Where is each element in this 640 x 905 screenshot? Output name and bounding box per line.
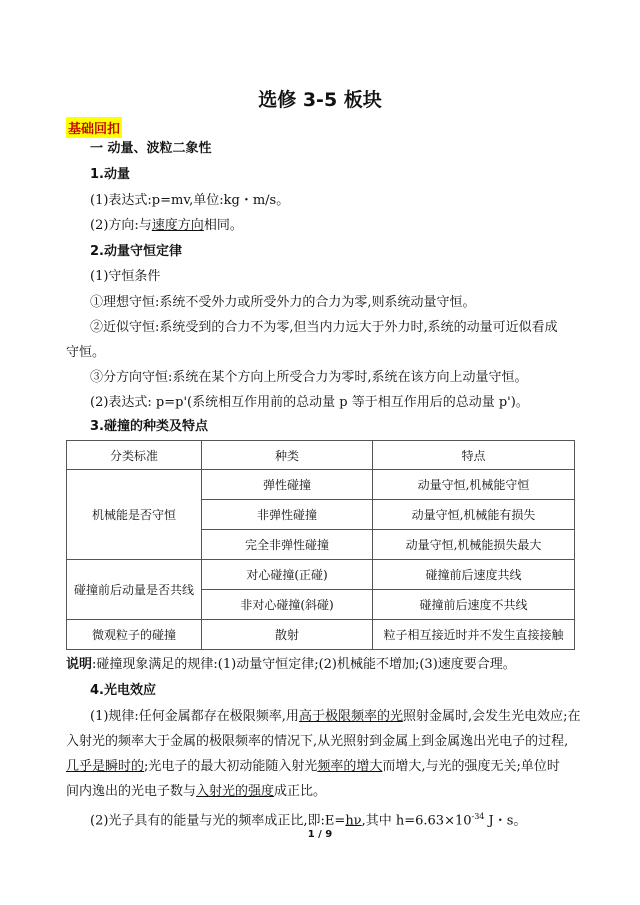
page-number: 1 / 9 xyxy=(307,829,333,840)
underlined-text: 高于极限频率的光 xyxy=(298,709,403,724)
text: (2)方向:与 xyxy=(90,218,152,233)
kind-cell: 非对心碰撞(斜碰) xyxy=(202,590,373,620)
page-title: 选修 3-5 板块 xyxy=(258,89,382,111)
text: 照射金属时,会发生光电效应;在 xyxy=(402,709,581,724)
table-header-row xyxy=(67,441,575,470)
ideal-conservation: ①理想守恒:系统不受外力或所受外力的合力为零,则系统动量守恒。 xyxy=(90,295,476,310)
momentum-direction xyxy=(90,217,243,235)
photon-energy-line xyxy=(90,808,526,830)
text: ;光电子的最大初动能随入射光 xyxy=(144,759,318,774)
feature-cell: 粒子相互接近时并不发生直接接触 xyxy=(373,620,575,650)
conservation-expression: (2)表达式: p=p'(系统相互作用前的总动量 p 等于相互作用后的总动量 p')。 xyxy=(90,395,529,410)
feature-cell: 动量守恒,机械能守恒 xyxy=(373,470,575,500)
collision-table xyxy=(66,440,575,650)
underlined-text: 频率的增大 xyxy=(317,759,383,774)
table-row xyxy=(67,560,575,590)
section-tag: 基础回扣 xyxy=(66,117,122,138)
table-row xyxy=(67,470,575,500)
feature-cell: 动量守恒,机械能有损失 xyxy=(373,500,575,530)
text: 成正比。 xyxy=(274,784,327,799)
heading-conservation: 2.动量守恒定律 xyxy=(90,244,182,259)
table-header: 特点 xyxy=(373,441,575,470)
kind-cell: 散射 xyxy=(202,620,373,650)
kind-cell: 对心碰撞(正碰) xyxy=(202,560,373,590)
momentum-expression: (1)表达式:p=mv,单位:kg・m/s。 xyxy=(90,193,290,208)
underlined-text: 几乎是瞬时的 xyxy=(66,759,145,774)
note-text: :碰撞现象满足的规律:(1)动量守恒定律;(2)机械能不增加;(3)速度要合理。 xyxy=(92,657,516,672)
table-header: 分类标准 xyxy=(67,441,202,470)
table-header: 种类 xyxy=(202,441,373,470)
conservation-condition: (1)守恒条件 xyxy=(90,269,161,284)
approx-conservation-cont: 守恒。 xyxy=(66,345,106,360)
heading-photoelectric: 4.光电效应 xyxy=(90,683,156,698)
criterion-cell: 碰撞前后动量是否共线 xyxy=(67,560,202,620)
text: (1)规律:任何金属都存在极限频率,用 xyxy=(90,709,299,724)
feature-cell: 碰撞前后速度共线 xyxy=(373,560,575,590)
underlined-text: hν xyxy=(345,813,362,829)
text: 而增大,与光的强度无关;单位时 xyxy=(382,759,560,774)
heading-collision: 3.碰撞的种类及特点 xyxy=(90,419,208,434)
photoelectric-rule-line1 xyxy=(90,708,580,726)
underlined-text: 速度方向 xyxy=(151,218,204,233)
feature-cell: 动量守恒,机械能损失最大 xyxy=(373,530,575,560)
approx-conservation: ②近似守恒:系统受到的合力不为零,但当内力远大于外力时,系统的动量可近似看成 xyxy=(90,320,558,335)
heading-momentum: 1.动量 xyxy=(90,167,130,182)
photoelectric-rule-line4 xyxy=(66,783,326,801)
table-row xyxy=(67,620,575,650)
text: 间内逸出的光电子数与 xyxy=(66,784,197,799)
text: ,其中 h=6.63×10 xyxy=(361,813,472,829)
text: (2)光子具有的能量与光的频率成正比,即:E= xyxy=(90,813,346,829)
directional-conservation: ③分方向守恒:系统在某个方向上所受合力为零时,系统在该方向上动量守恒。 xyxy=(90,370,528,385)
underlined-text: 入射光的强度 xyxy=(196,784,275,799)
note-label: 说明 xyxy=(66,657,93,672)
chapter-heading: 一 动量、波粒二象性 xyxy=(90,141,212,156)
photoelectric-rule-line3 xyxy=(66,758,560,776)
text: J・s。 xyxy=(484,813,527,829)
criterion-cell: 微观粒子的碰撞 xyxy=(67,620,202,650)
exponent: -34 xyxy=(471,812,485,821)
photoelectric-rule-line2: 入射光的频率大于金属的极限频率的情况下,从光照射到金属上到金属逸出光电子的过程, xyxy=(66,734,569,749)
kind-cell: 完全非弹性碰撞 xyxy=(202,530,373,560)
criterion-cell: 机械能是否守恒 xyxy=(67,470,202,560)
text: 相同。 xyxy=(203,218,243,233)
kind-cell: 弹性碰撞 xyxy=(202,470,373,500)
feature-cell: 碰撞前后速度不共线 xyxy=(373,590,575,620)
kind-cell: 非弹性碰撞 xyxy=(202,500,373,530)
collision-note xyxy=(66,656,516,674)
